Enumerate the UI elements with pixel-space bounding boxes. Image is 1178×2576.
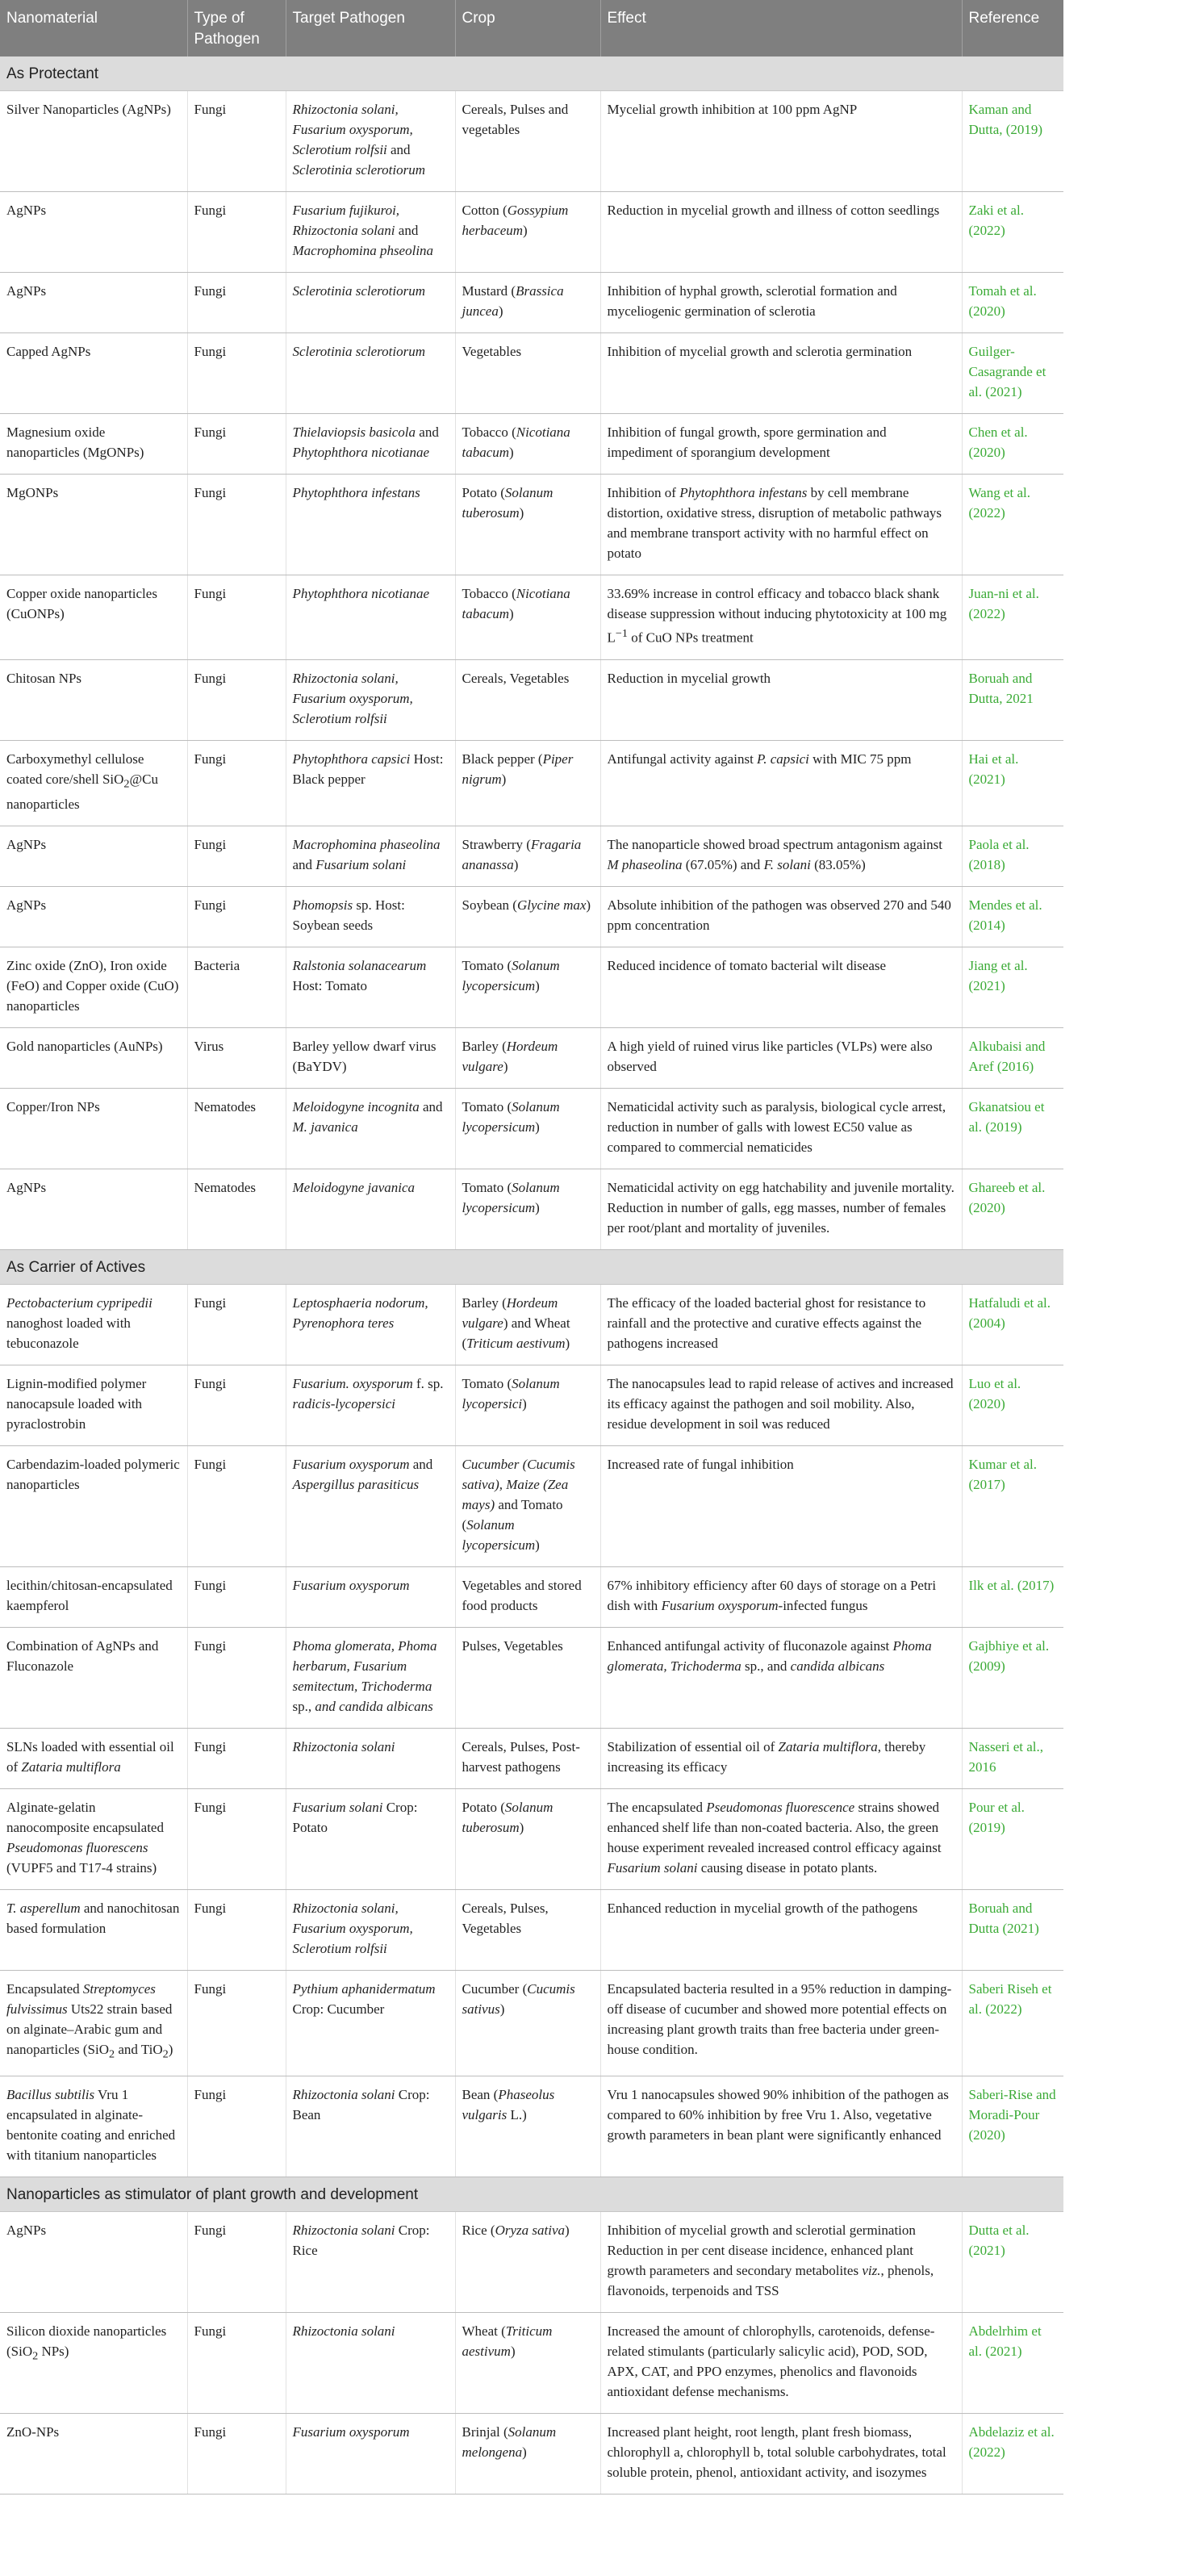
cell-nanomaterial: Gold nanoparticles (AuNPs) [0, 1028, 187, 1089]
cell-reference: Pour et al. (2019) [962, 1789, 1063, 1890]
table-row [0, 475, 1063, 575]
cell-reference: Luo et al. (2020) [962, 1365, 1063, 1446]
cell-effect: A high yield of ruined virus like particles (VLPs) were also observed [600, 1028, 962, 1089]
table-row [0, 2076, 1063, 2177]
table-row [0, 887, 1063, 947]
cell-target-pathogen: Rhizoctonia solani, Fusarium oxysporum, Sclerotium rolfsii [286, 659, 455, 740]
cell-crop: Mustard (Brassica juncea) [455, 273, 600, 333]
cell-crop: Tobacco (Nicotiana tabacum) [455, 575, 600, 660]
cell-reference: Abdelaziz et al. (2022) [962, 2414, 1063, 2494]
cell-effect: Antifungal activity against P. capsici with MIC 75 ppm [600, 740, 962, 826]
cell-reference: Ilk et al. (2017) [962, 1567, 1063, 1628]
cell-nanomaterial: Carbendazim-loaded polymeric nanoparticles [0, 1446, 187, 1567]
cell-target-pathogen: Fusarium oxysporum [286, 1567, 455, 1628]
table-row [0, 2212, 1063, 2313]
cell-crop: Cotton (Gossypium herbaceum) [455, 192, 600, 273]
cell-nanomaterial: Chitosan NPs [0, 659, 187, 740]
cell-type-of-pathogen: Fungi [187, 333, 286, 414]
cell-effect: 33.69% increase in control efficacy and tobacco black shank disease suppression without inducing phytotoxicity at 100 mg $L^{-1}$ of CuO NPs treatment [600, 575, 962, 660]
cell-reference: Tomah et al. (2020) [962, 273, 1063, 333]
cell-reference: Gajbhiye et al. (2009) [962, 1628, 1063, 1729]
cell-effect: Inhibition of mycelial growth and sclerotia germination [600, 333, 962, 414]
cell-target-pathogen: Meloidogyne javanica [286, 1169, 455, 1250]
header-type-of-pathogen: Type of Pathogen [187, 0, 286, 56]
header-crop: Crop [455, 0, 600, 56]
cell-effect: The efficacy of the loaded bacterial ghost for resistance to rainfall and the protective and curative effects against the pathogens increased [600, 1285, 962, 1365]
cell-reference: Kumar et al. (2017) [962, 1446, 1063, 1567]
cell-crop: Tobacco (Nicotiana tabacum) [455, 414, 600, 475]
cell-reference: Nasseri et al., 2016 [962, 1729, 1063, 1789]
cell-target-pathogen: Meloidogyne incognita and M. javanica [286, 1089, 455, 1169]
cell-nanomaterial: Silver Nanoparticles (AgNPs) [0, 91, 187, 192]
cell-type-of-pathogen: Fungi [187, 740, 286, 826]
cell-nanomaterial: Lignin-modified polymer nanocapsule loaded with pyraclostrobin [0, 1365, 187, 1446]
cell-nanomaterial: AgNPs [0, 2212, 187, 2313]
cell-target-pathogen: Fusarium solani Crop: Potato [286, 1789, 455, 1890]
cell-nanomaterial: Carboxymethyl cellulose coated core/shell SiO$_2$@Cu nanoparticles [0, 740, 187, 826]
cell-effect: Mycelial growth inhibition at 100 ppm AgNP [600, 91, 962, 192]
cell-crop: Cereals, Pulses and vegetables [455, 91, 600, 192]
cell-effect: Increased rate of fungal inhibition [600, 1446, 962, 1567]
cell-target-pathogen: Fusarium fujikuroi, Rhizoctonia solani and Macrophomina phseolina [286, 192, 455, 273]
cell-reference: Chen et al. (2020) [962, 414, 1063, 475]
cell-type-of-pathogen: Fungi [187, 2076, 286, 2177]
cell-reference: Wang et al. (2022) [962, 475, 1063, 575]
table-row [0, 1789, 1063, 1890]
cell-target-pathogen: Rhizoctonia solani Crop: Rice [286, 2212, 455, 2313]
cell-reference: Zaki et al. (2022) [962, 192, 1063, 273]
cell-crop: Rice (Oryza sativa) [455, 2212, 600, 2313]
cell-reference: Saberi-Rise and Moradi-Pour (2020) [962, 2076, 1063, 2177]
cell-target-pathogen: Phomopsis sp. Host: Soybean seeds [286, 887, 455, 947]
cell-type-of-pathogen: Fungi [187, 91, 286, 192]
cell-reference: Mendes et al. (2014) [962, 887, 1063, 947]
cell-reference: Jiang et al. (2021) [962, 947, 1063, 1028]
cell-target-pathogen: Pythium aphanidermatum Crop: Cucumber [286, 1971, 455, 2076]
cell-type-of-pathogen: Fungi [187, 575, 286, 660]
cell-type-of-pathogen: Fungi [187, 826, 286, 887]
table-row [0, 2313, 1063, 2414]
section-title: Nanoparticles as stimulator of plant growth and development [0, 2177, 1063, 2212]
cell-effect: Encapsulated bacteria resulted in a 95% reduction in damping-off disease of cucumber and showed more potential effects on increasing plant growth traits than free bacteria under green-house condition. [600, 1971, 962, 2076]
cell-crop: Tomato (Solanum lycopersicum) [455, 1169, 600, 1250]
cell-reference: Boruah and Dutta (2021) [962, 1890, 1063, 1971]
table-row [0, 1567, 1063, 1628]
table-row [0, 414, 1063, 475]
cell-effect: Inhibition of Phytophthora infestans by cell membrane distortion, oxidative stress, disruption of metabolic pathways and membrane transport activity with no harmful effect on potato [600, 475, 962, 575]
section-header-row [0, 56, 1063, 91]
cell-crop: Barley (Hordeum vulgare) and Wheat (Triticum aestivum) [455, 1285, 600, 1365]
cell-target-pathogen: Rhizoctonia solani, Fusarium oxysporum, Sclerotium rolfsii [286, 1890, 455, 1971]
cell-target-pathogen: Barley yellow dwarf virus (BaYDV) [286, 1028, 455, 1089]
cell-type-of-pathogen: Fungi [187, 1285, 286, 1365]
cell-crop: Cucumber (Cucumis sativa), Maize (Zea mays) and Tomato (Solanum lycopersicum) [455, 1446, 600, 1567]
cell-reference: Paola et al. (2018) [962, 826, 1063, 887]
cell-reference: Abdelrhim et al. (2021) [962, 2313, 1063, 2414]
cell-nanomaterial: AgNPs [0, 826, 187, 887]
cell-type-of-pathogen: Fungi [187, 414, 286, 475]
cell-nanomaterial: AgNPs [0, 887, 187, 947]
cell-effect: Inhibition of fungal growth, spore germination and impediment of sporangium development [600, 414, 962, 475]
table-row [0, 1028, 1063, 1089]
cell-nanomaterial: Copper/Iron NPs [0, 1089, 187, 1169]
cell-crop: Vegetables [455, 333, 600, 414]
cell-nanomaterial: Magnesium oxide nanoparticles (MgONPs) [0, 414, 187, 475]
table-row [0, 740, 1063, 826]
section-title: As Protectant [0, 56, 1063, 91]
cell-nanomaterial: SLNs loaded with essential oil of Zataria multiflora [0, 1729, 187, 1789]
cell-target-pathogen: Macrophomina phaseolina and Fusarium solani [286, 826, 455, 887]
table-row [0, 947, 1063, 1028]
cell-type-of-pathogen: Fungi [187, 1628, 286, 1729]
cell-type-of-pathogen: Fungi [187, 659, 286, 740]
table-row [0, 91, 1063, 192]
cell-nanomaterial: Copper oxide nanoparticles (CuONPs) [0, 575, 187, 660]
header-target-pathogen: Target Pathogen [286, 0, 455, 56]
cell-nanomaterial: Capped AgNPs [0, 333, 187, 414]
cell-target-pathogen: Rhizoctonia solani, Fusarium oxysporum, Sclerotium rolfsii and Sclerotinia sclerotiorum [286, 91, 455, 192]
cell-reference: Boruah and Dutta, 2021 [962, 659, 1063, 740]
cell-target-pathogen: Fusarium oxysporum [286, 2414, 455, 2494]
cell-crop: Soybean (Glycine max) [455, 887, 600, 947]
cell-type-of-pathogen: Fungi [187, 887, 286, 947]
cell-crop: Vegetables and stored food products [455, 1567, 600, 1628]
cell-effect: Vru 1 nanocapsules showed 90% inhibition of the pathogen as compared to 60% inhibition by free Vru 1. Also, vegetative growth parameters in bean plant were significantly enhanced [600, 2076, 962, 2177]
cell-type-of-pathogen: Fungi [187, 2414, 286, 2494]
cell-crop: Tomato (Solanum lycopersicum) [455, 947, 600, 1028]
cell-target-pathogen: Leptosphaeria nodorum, Pyrenophora teres [286, 1285, 455, 1365]
cell-effect: 67% inhibitory efficiency after 60 days of storage on a Petri dish with Fusarium oxysporum-infected fungus [600, 1567, 962, 1628]
cell-type-of-pathogen: Fungi [187, 1729, 286, 1789]
cell-effect: Nematicidal activity on egg hatchability and juvenile mortality. Reduction in number of galls, egg masses, number of females per root/plant and mortality of juveniles. [600, 1169, 962, 1250]
cell-crop: Cereals, Vegetables [455, 659, 600, 740]
section-header-row [0, 2177, 1063, 2212]
cell-nanomaterial: AgNPs [0, 1169, 187, 1250]
cell-nanomaterial: MgONPs [0, 475, 187, 575]
cell-effect: Increased the amount of chlorophylls, carotenoids, defense-related stimulants (particularly salicylic acid), POD, SOD, APX, CAT, and PPO enzymes, phenolics and flavonoids antioxidant defense mechanisms. [600, 2313, 962, 2414]
cell-effect: The nanocapsules lead to rapid release of actives and increased its efficacy against the pathogen and soil mobility. Also, residue development in soil was reduced [600, 1365, 962, 1446]
cell-reference: Ghareeb et al. (2020) [962, 1169, 1063, 1250]
cell-crop: Brinjal (Solanum melongena) [455, 2414, 600, 2494]
table-header [0, 0, 1063, 56]
cell-type-of-pathogen: Fungi [187, 1890, 286, 1971]
cell-nanomaterial: AgNPs [0, 273, 187, 333]
table-row [0, 1089, 1063, 1169]
cell-nanomaterial: Zinc oxide (ZnO), Iron oxide (FeO) and Copper oxide (CuO) nanoparticles [0, 947, 187, 1028]
cell-type-of-pathogen: Fungi [187, 1365, 286, 1446]
table-row [0, 273, 1063, 333]
cell-crop: Tomato (Solanum lycopersicum) [455, 1089, 600, 1169]
cell-reference: Saberi Riseh et al. (2022) [962, 1971, 1063, 2076]
table-row [0, 1971, 1063, 2076]
cell-effect: Increased plant height, root length, plant fresh biomass, chlorophyll a, chlorophyll b, total soluble carbohydrates, total soluble protein, phenol, antioxidant activity, and isozymes [600, 2414, 962, 2494]
cell-effect: Inhibition of mycelial growth and sclerotial germination Reduction in per cent disease incidence, enhanced plant growth parameters and secondary metabolites viz., phenols, flavonoids, terpenoids and TSS [600, 2212, 962, 2313]
cell-target-pathogen: Phytophthora nicotianae [286, 575, 455, 660]
cell-crop: Barley (Hordeum vulgare) [455, 1028, 600, 1089]
table-row [0, 1890, 1063, 1971]
header-row [0, 0, 1063, 56]
cell-nanomaterial: Combination of AgNPs and Fluconazole [0, 1628, 187, 1729]
cell-reference: Kaman and Dutta, (2019) [962, 91, 1063, 192]
table-row [0, 333, 1063, 414]
cell-crop: Pulses, Vegetables [455, 1628, 600, 1729]
table-body [0, 56, 1063, 2494]
header-reference: Reference [962, 0, 1063, 56]
cell-effect: Enhanced reduction in mycelial growth of the pathogens [600, 1890, 962, 1971]
section-title: As Carrier of Actives [0, 1250, 1063, 1285]
cell-target-pathogen: Rhizoctonia solani [286, 2313, 455, 2414]
cell-reference: Juan-ni et al. (2022) [962, 575, 1063, 660]
cell-effect: Inhibition of hyphal growth, sclerotial formation and myceliogenic germination of sclerotia [600, 273, 962, 333]
cell-nanomaterial: AgNPs [0, 192, 187, 273]
cell-reference: Alkubaisi and Aref (2016) [962, 1028, 1063, 1089]
cell-effect: Absolute inhibition of the pathogen was observed 270 and 540 ppm concentration [600, 887, 962, 947]
cell-crop: Bean (Phaseolus vulgaris L.) [455, 2076, 600, 2177]
cell-crop: Tomato (Solanum lycopersici) [455, 1365, 600, 1446]
cell-nanomaterial: lecithin/chitosan-encapsulated kaempferol [0, 1567, 187, 1628]
cell-reference: Dutta et al. (2021) [962, 2212, 1063, 2313]
table-row [0, 1285, 1063, 1365]
cell-crop: Black pepper (Piper nigrum) [455, 740, 600, 826]
cell-nanomaterial: Pectobacterium cypripedii nanoghost loaded with tebuconazole [0, 1285, 187, 1365]
cell-type-of-pathogen: Fungi [187, 1971, 286, 2076]
cell-effect: Stabilization of essential oil of Zataria multiflora, thereby increasing its efficacy [600, 1729, 962, 1789]
header-nanomaterial: Nanomaterial [0, 0, 187, 56]
cell-target-pathogen: Rhizoctonia solani Crop: Bean [286, 2076, 455, 2177]
cell-type-of-pathogen: Nematodes [187, 1169, 286, 1250]
table-row [0, 1628, 1063, 1729]
cell-type-of-pathogen: Fungi [187, 1789, 286, 1890]
cell-nanomaterial: Bacillus subtilis Vru 1 encapsulated in alginate-bentonite coating and enriched with titanium nanoparticles [0, 2076, 187, 2177]
table-row [0, 1729, 1063, 1789]
table-row [0, 826, 1063, 887]
cell-target-pathogen: Phoma glomerata, Phoma herbarum, Fusarium semitectum, Trichoderma sp., and candida albicans [286, 1628, 455, 1729]
table-row [0, 659, 1063, 740]
cell-target-pathogen: Ralstonia solanacearum Host: Tomato [286, 947, 455, 1028]
table-row [0, 192, 1063, 273]
cell-target-pathogen: Sclerotinia sclerotiorum [286, 333, 455, 414]
section-header-row [0, 1250, 1063, 1285]
cell-type-of-pathogen: Fungi [187, 2212, 286, 2313]
table-row [0, 2414, 1063, 2494]
table-row [0, 1169, 1063, 1250]
cell-type-of-pathogen: Fungi [187, 192, 286, 273]
table-row [0, 575, 1063, 660]
header-effect: Effect [600, 0, 962, 56]
cell-effect: The encapsulated Pseudomonas fluorescence strains showed enhanced shelf life than non-coated bacteria. Also, the green house experiment revealed increased control efficacy against Fusarium solani causing disease in potato plants. [600, 1789, 962, 1890]
cell-crop: Potato (Solanum tuberosum) [455, 475, 600, 575]
cell-nanomaterial: Silicon dioxide nanoparticles (SiO$_2$ NPs) [0, 2313, 187, 2414]
cell-target-pathogen: Fusarium. oxysporum f. sp. radicis-lycopersici [286, 1365, 455, 1446]
cell-crop: Potato (Solanum tuberosum) [455, 1789, 600, 1890]
cell-effect: Reduced incidence of tomato bacterial wilt disease [600, 947, 962, 1028]
cell-nanomaterial: Encapsulated Streptomyces fulvissimus Uts22 strain based on alginate–Arabic gum and nanoparticles (SiO$_2$ and TiO$_2$) [0, 1971, 187, 2076]
cell-effect: The nanoparticle showed broad spectrum antagonism against M phaseolina (67.05%) and F. solani (83.05%) [600, 826, 962, 887]
cell-type-of-pathogen: Fungi [187, 273, 286, 333]
cell-effect: Enhanced antifungal activity of fluconazole against Phoma glomerata, Trichoderma sp., and candida albicans [600, 1628, 962, 1729]
cell-target-pathogen: Phytophthora infestans [286, 475, 455, 575]
cell-reference: Hai et al. (2021) [962, 740, 1063, 826]
cell-effect: Reduction in mycelial growth and illness of cotton seedlings [600, 192, 962, 273]
cell-reference: Guilger-Casagrande et al. (2021) [962, 333, 1063, 414]
cell-nanomaterial: ZnO-NPs [0, 2414, 187, 2494]
cell-crop: Strawberry (Fragaria ananassa) [455, 826, 600, 887]
cell-type-of-pathogen: Nematodes [187, 1089, 286, 1169]
cell-reference: Hatfaludi et al. (2004) [962, 1285, 1063, 1365]
cell-crop: Cereals, Pulses, Vegetables [455, 1890, 600, 1971]
cell-nanomaterial: T. asperellum and nanochitosan based formulation [0, 1890, 187, 1971]
cell-effect: Reduction in mycelial growth [600, 659, 962, 740]
cell-crop: Cucumber (Cucumis sativus) [455, 1971, 600, 2076]
cell-target-pathogen: Fusarium oxysporum and Aspergillus parasiticus [286, 1446, 455, 1567]
cell-target-pathogen: Sclerotinia sclerotiorum [286, 273, 455, 333]
table-row [0, 1365, 1063, 1446]
cell-type-of-pathogen: Fungi [187, 1446, 286, 1567]
cell-type-of-pathogen: Virus [187, 1028, 286, 1089]
cell-type-of-pathogen: Fungi [187, 475, 286, 575]
cell-nanomaterial: Alginate-gelatin nanocomposite encapsulated Pseudomonas fluorescens (VUPF5 and T17-4 strains) [0, 1789, 187, 1890]
cell-type-of-pathogen: Bacteria [187, 947, 286, 1028]
cell-type-of-pathogen: Fungi [187, 2313, 286, 2414]
table-row [0, 1446, 1063, 1567]
cell-target-pathogen: Phytophthora capsici Host: Black pepper [286, 740, 455, 826]
cell-target-pathogen: Rhizoctonia solani [286, 1729, 455, 1789]
cell-effect: Nematicidal activity such as paralysis, biological cycle arrest, reduction in number of galls with lowest EC50 value as compared to commercial nematicides [600, 1089, 962, 1169]
cell-crop: Wheat (Triticum aestivum) [455, 2313, 600, 2414]
cell-type-of-pathogen: Fungi [187, 1567, 286, 1628]
cell-reference: Gkanatsiou et al. (2019) [962, 1089, 1063, 1169]
cell-crop: Cereals, Pulses, Post-harvest pathogens [455, 1729, 600, 1789]
cell-target-pathogen: Thielaviopsis basicola and Phytophthora nicotianae [286, 414, 455, 475]
